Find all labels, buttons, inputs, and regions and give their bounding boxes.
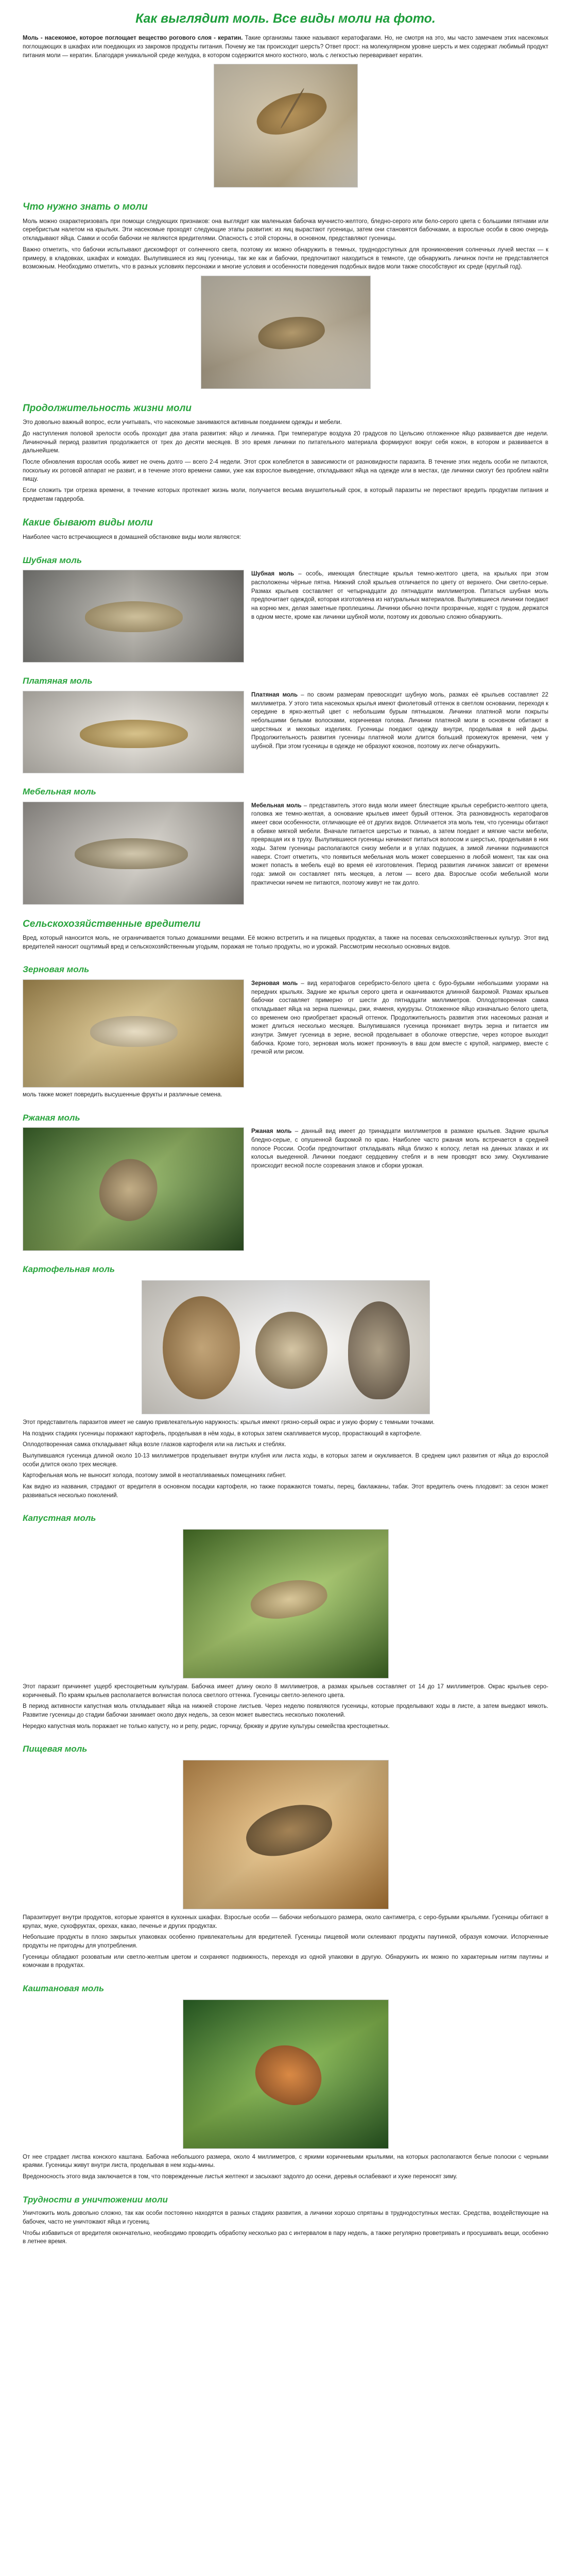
- rye-moth-description: – данный вид имеет до тринадцати миллиметров в размахе крыльев. Задние крылья бледно-серые, с опушенной бахромой по краю. Наиболее часто ржаная моль встречается в средней полосе России. Особи предпочитают откладывать яйца близко к колосу, летая на данных злаках и их колосья выеденной. Личинки поедают сердцевину стебля и в нем проводят всю зиму. Окукливание происходит весной после созревания злаков и сборки урожая.: [251, 1128, 548, 1170]
- heading-trouble: Трудности в уничтожении моли: [23, 2194, 168, 2205]
- clothes-moth-photo: [23, 691, 244, 773]
- heading-cabbage-moth: Капустная моль: [23, 1513, 96, 1523]
- need-paragraph-1: Моль можно охарактеризовать при помощи следующих признаков: она выглядит как маленькая бабочка мучнисто-желтого, бледно-серого или бело-серого цвета с большими пятнами или серебристым налетом на крыльях. Эти насекомые проходят следующие этапы развития: из яиц вырастают гусеницы, затем они становятся бабочками, а взрослые особи в свою очередь откладывают яйца. Самки и особи бабочки не являются вредителями. Опасность с этой стороны, в основном, представляют гусеницы.: [23, 218, 548, 242]
- heading-kinds: Какие бывают виды моли: [23, 517, 153, 529]
- rye-moth-block: [23, 1127, 548, 1251]
- furniture-moth-description: – представитель этого вида моли имеет блестящие крылья серебристо-желтого цвета, головка же темно-желтая, а основание крыльев имеет бурый оттенок. Эта разновидность кератофагов имеет свои особенности, отличающие её от других видов. Отличается эта моль тем, что гусеницы обитают в обивке мягкой мебели. Вначале питается шерстью и тканью, а затем поедает и мягкие части мебели, превращая их в труху. Вылупившиеся гусеницы начинают питаться волосом и шерстью, проделывая в них ходы. Затем гусеницы располагаются снизу мебели и в углах подушек, а зимой личинки поднимаются наверх. Стоит отметить, что появиться мебельная моль может совершенно в любой момент, так как она может попасть в мебель ещё во время её изготовления. Период развития личинок зависит от времени года: зимой он составляет пять месяцев, а летом — всего два. Взрослые особи мебельной моли практически ничем не питаются, поэтому живут не так долго.: [251, 802, 548, 886]
- potato-paragraph-5: Картофельная моль не выносит холода, поэтому зимой в неотапливаемых помещениях гибнет.: [23, 1472, 286, 1479]
- heading-need-to-know: Что нужно знать о моли: [23, 201, 148, 213]
- fur-moth-description: – особь, имеющая блестящие крылья темно-желтого цвета, на крыльях при этом расположены чёрные пятна. Нижний слой крыльев отличается по цвету от верхнего. Они светло-серые. Размах крыльев составляет от четырнадцати до пятнадцати миллиметров. Питаться шубная моль предпочитает одеждой, которая изготовлена из натуральных материалов. Вылупившиеся личинки поедают на корню мех, делая заметные проплешины. Личинки обычно почти прозрачные, ходят с трудом, держатся в одном месте, кроме как личинки шубной моли, поэтому их довольно сложно обнаружить.: [251, 571, 548, 620]
- cabbage-paragraph-2: В период активности капустная моль откладывает яйца на нижней стороне листьев. Через неделю появляются гусеницы, которые проделывают ходы в листе, а затем выедают мякоть. Развитие гусеницы до стадии бабочки занимает около двух недель, за сезон может вывестись несколько поколений.: [23, 1703, 548, 1719]
- potato-paragraph-4: Вылупившаяся гусеница длиной около 10-13 миллиметров проделывает внутри клубня или листа ходы, в которых затем и окукливается. В среднем цикл развития от яйца до взрослой особи длится около трех месяцев.: [23, 1453, 548, 1468]
- grain-moth-name: Зерновая моль: [251, 980, 298, 987]
- rye-moth-photo: [23, 1127, 244, 1251]
- food-paragraph-3: Гусеницы обладают розоватым или светло-желтым цветом и сохраняют подвижность, переходя из одной упаковки в другую. Обнаружить их можно по характерным нитям паутины и комочкам в продуктах.: [23, 1954, 548, 1969]
- cabbage-moth-photo: [183, 1529, 389, 1679]
- kinds-paragraph: Наиболее часто встречающиеся в домашней обстановке виды моли являются:: [23, 534, 241, 540]
- clothes-moth-description: – по своим размерам превосходит шубную моль, размах её крыльев составляет 22 миллиметра. У этого типа насекомых крылья имеют фиолетовый оттенок в светлом основании, переходя к середине в ярко-желтый цвет с небольшим бурым пятнышком. Личинки платяной моли покрыты небольшими белыми волосками, коричневая голова. Личинки платяной моли в основном обитают в шерстяных и меховых изделиях. Гусеницы поедают одежду внутри, проделывая в ней дыры. Продолжительность развития гусеницы платяной моли длится больший промежуток времени, чем у шубной. При этом гусеницы в одежде не образуют коконов, поэтому их легче обнаружить.: [251, 691, 548, 750]
- trouble-paragraph-1: Уничтожить моль довольно сложно, так как особи постоянно находятся в разных стадиях развития, а личинки хорошо спрятаны в труднодоступных местах. Средства, воздействующие на бабочек, часто не уничтожают яйца и гусениц.: [23, 2210, 548, 2226]
- heading-rye-moth: Ржаная моль: [23, 1112, 80, 1123]
- potato-moth-photo: [142, 1280, 430, 1414]
- fur-moth-text: [251, 570, 548, 621]
- grain-moth-block: [23, 979, 548, 1088]
- heading-food-moth: Пищевая моль: [23, 1744, 88, 1754]
- cabbage-paragraph-3: Нередко капустная моль поражает не только капусту, но и репу, редис, горчицу, брюкву и другие культуры семейства крестоцветных.: [23, 1723, 390, 1730]
- furniture-moth-text: [251, 802, 548, 888]
- heading-furniture-moth: Мебельная моль: [23, 786, 96, 796]
- clothes-moth-text: [251, 691, 548, 751]
- heading-potato-moth: Картофельная моль: [23, 1264, 115, 1275]
- clothes-moth-block: [23, 691, 548, 773]
- grain-moth-description: – вид кератофагов серебристо-белого цвета с буро-бурыми небольшими узорами на передних крыльях. Задние же крылья серого цвета и оканчиваются длинной бахромой. Размах крыльев бабочки составляет примерно от шести до пятнадцати миллиметров. Оплодотворенная самка откладывает яйца на зерна пшеницы, ржи, ячменя, кукурузы. Отложенное яйцо изначально белого цвета, со временем оно приобретает красный оттенок. Продолжительность развития этих насекомых разная и может длиться несколько месяцев. Вылупившаяся гусеница проникает внутрь зерна и питается им изнутри. Зимует гусеница в зерне, весной проделывает в оболочке отверстие, через которое выходит бабочка. Кроме того, зерновая моль может проникнуть в ваш дом вместе с крупой, например, вместе с гречкой или рисом.: [251, 980, 548, 1056]
- chestnut-moth-photo: [183, 1999, 389, 2149]
- potato-paragraph-3: Оплодотворенная самка откладывает яйца возле глазков картофеля или на листьях и стеблях.: [23, 1442, 286, 1448]
- lifespan-paragraph-3: После обновления взрослая особь живет не очень долго — всего 2-4 недели. Этот срок колеблется в зависимости от разновидности паразита. В течение этих недель особи не питаются, поскольку их ротовой аппарат не развит, и в течение этого времени самки, уже как взрослое выведение, откладывают яйца на одежде или в местах, где личинки смогут без проблем найти пищу.: [23, 459, 548, 483]
- food-moth-photo: [183, 1760, 389, 1909]
- heading-fur-moth: Шубная моль: [23, 555, 82, 565]
- chestnut-paragraph-2: Вредоносность этого вида заключается в том, что поврежденные листья желтеют и засыхают задолго до осени, деревья ослабевают и хуже переносят зиму.: [23, 2174, 458, 2180]
- fur-moth-block: [23, 570, 548, 663]
- fur-moth-photo: [23, 570, 244, 663]
- heading-lifespan: Продолжительность жизни моли: [23, 402, 192, 414]
- food-paragraph-1: Паразитирует внутри продуктов, которые хранятся в кухонных шкафах. Взрослые особи — бабочки небольшого размера, около сантиметра, с серо-бурыми крыльями. Гусеницы обитают в крупах, муке, сухофруктах, орехах, какао, печенье и других продуктах.: [23, 1914, 548, 1929]
- page-title: Как выглядит моль. Все виды моли на фото.: [135, 11, 436, 26]
- lifespan-paragraph-2: До наступления половой зрелости особь проходит два этапа развития: яйцо и личинка. При температуре воздуха 20 градусов по Цельсию отложенное яйцо развивается две недели. Личиночный период развития продолжается от трех до десяти месяцев. В это время личинки по питательного материала формируют вокруг себя кокон, в котором и развивается в дальнейшем.: [23, 431, 548, 454]
- potato-paragraph-2: На поздних стадиях гусеницы поражают картофель, проделывая в нём ходы, в которых затем скапливается мусор, прорастающий в картофеле.: [23, 1430, 422, 1437]
- heading-agro-pests: Сельскохозяйственные вредители: [23, 918, 201, 929]
- need-paragraph-2: Важно отметить, что бабочки испытывают дискомфорт от солнечного света, поэтому их можно обнаружить в темных, труднодоступных для проникновения солнечных лучей местах — к примеру, в кладовках, шкафах и комодах. Вылупившиеся из яиц гусеницы, так же как и бабочки, предпочитают находиться в темноте, где обнаружить личинок почти не представляется возможным. Необходимо отметить, что в разных условиях персонажи и многие условия и особенности поведения подобных видов моли также способствуют их среде (круглый год).: [23, 246, 548, 270]
- clothes-moth-name: Платяная моль: [251, 691, 298, 698]
- intro-paragraph: [23, 34, 548, 60]
- potato-paragraph-1: Этот представитель паразитов имеет не самую привлекательную наружность: крылья имеют грязно-серый окрас и узкую форму с темными точками.: [23, 1419, 435, 1426]
- heading-grain-moth: Зерновая моль: [23, 964, 90, 975]
- rye-moth-name: Ржаная моль: [251, 1128, 292, 1135]
- grain-moth-photo: [23, 979, 244, 1088]
- chestnut-paragraph-1: От нее страдает листва конского каштана. Бабочка небольшого размера, около 4 миллиметров, с яркими коричневыми крыльями, на которых располагаются белые полоски с черными краями. Гусеницы живут внутри листа, проделывая в нем ходы-мины.: [23, 2154, 548, 2169]
- fur-moth-name: Шубная моль: [251, 571, 294, 578]
- agro-paragraph: Вред, который наносится моль, не ограничивается только домашними вещами. Её можно встретить и на пищевых продуктах, а также на посевах сельскохозяйственных культур. Этот вид вредителей наносит ощутимый вред и сельскохозяйственным угодьям, поражая не только продукты, но и урожай. Рассмотрим несколько основных видов.: [23, 935, 548, 950]
- cabbage-paragraph-1: Этот паразит причиняет ущерб крестоцветным культурам. Бабочка имеет длину около 8 миллиметров, а размах крыльев составляет от 14 до 17 миллиметров. Окрас крыльев серо-коричневый. По краям крыльев располагается волнистая полоса светлого оттенка. Гусеницы светло-зеленого цвета.: [23, 1684, 548, 1699]
- lifespan-paragraph-1: Это довольно важный вопрос, если учитывать, что насекомые занимаются активным поеданием одежды и мебели.: [23, 419, 342, 426]
- food-paragraph-2: Небольшие продукты в плохо закрытых упаковках особенно привлекательны для вредителей. Гусеницы пищевой моли склеивают продукты паутинкой, образуя комочки. Испорченные продукты не пригодны для употребления.: [23, 1934, 548, 1950]
- moth-on-fabric-photo: [201, 276, 371, 389]
- grain-moth-text: [251, 979, 548, 1057]
- lifespan-paragraph-4: Если сложить три отрезка времени, в течение которых протекает жизнь моли, получается весьма внушительный срок, в который паразиты не перестают вредить продуктам питания и предметам гардероба.: [23, 487, 548, 502]
- potato-paragraph-6: Как видно из названия, страдают от вредителя в основном посадки картофеля, но также поражаются томаты, перец, баклажаны, табак. Этот вредитель очень плодовит: за сезон может развиваться несколько поколений.: [23, 1484, 548, 1499]
- trouble-paragraph-2: Чтобы избавиться от вредителя окончательно, необходимо проводить обработку несколько раз с интервалом в пару недель, а также регулярно проветривать и просушивать вещи, особенно в летнее время.: [23, 2230, 548, 2245]
- intro-lead: Моль - насекомое, которое поглощает вещество рогового слоя - кератин.: [23, 35, 243, 42]
- intro-text: Такие организмы также называют кератофагами. Но, не смотря на это, мы часто замечаем этих насекомых поглощающих в шкафах или поедающих из закромов продукты питания. Почему же так происходит шерсть? Ответ прост: на молекулярном уровне шерсть и мех содержат любимый продукт питания моли — кератин. Благодаря уникальной среде желудка, в котором содержится много костного, моль с легкостью переваривает кератин.: [23, 35, 548, 59]
- heading-chestnut-moth: Каштановая моль: [23, 1984, 105, 1994]
- furniture-moth-name: Мебельная моль: [251, 802, 302, 809]
- heading-clothes-moth: Платяная моль: [23, 676, 93, 686]
- hero-moth-photo: [214, 64, 358, 188]
- rye-moth-text: [251, 1127, 548, 1170]
- furniture-moth-block: [23, 802, 548, 905]
- furniture-moth-photo: [23, 802, 244, 905]
- grain-moth-tail: моль также может повредить высушенные фрукты и различные семена.: [23, 1092, 222, 1098]
